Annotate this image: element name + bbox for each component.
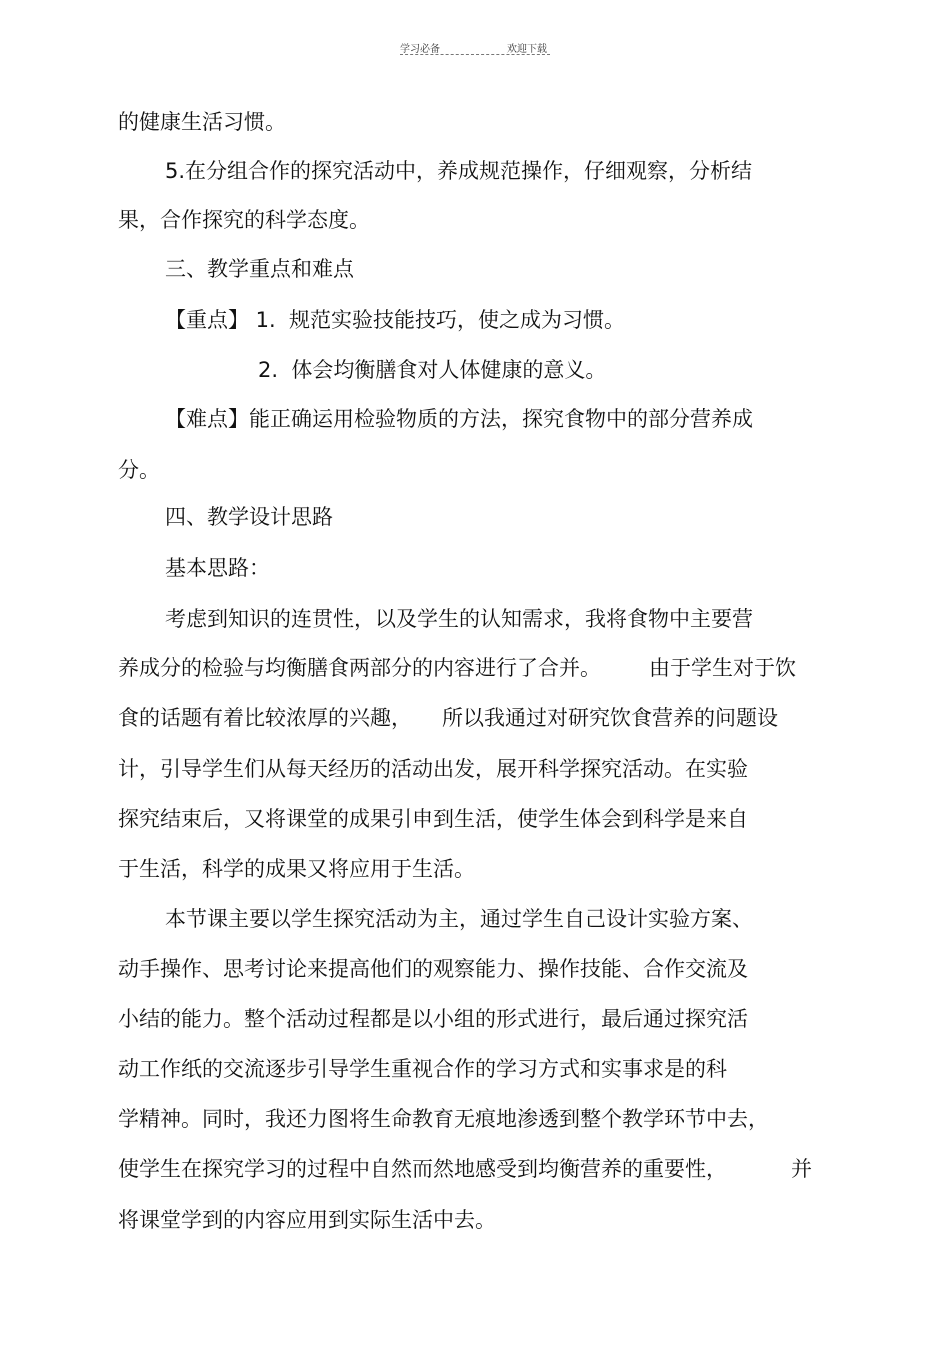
text-line: 小结的能力。整个活动过程都是以小组的形式进行，最后通过探究活	[118, 1007, 748, 1031]
text-segment: 养成分的检验与均衡膳食两部分的内容进行了合并。	[118, 656, 601, 680]
text-segment: 并	[791, 1157, 812, 1181]
text-line: 于生活，科学的成果又将应用于生活。	[118, 857, 475, 881]
text-segment: 所以我通过对研究饮食营养的问题设	[442, 706, 778, 730]
header-left-text: 学习必备	[400, 44, 440, 55]
text-line: 动手操作、思考讨论来提高他们的观察能力、操作技能、合作交流及	[118, 957, 748, 981]
text-line: 本节课主要以学生探究活动为主，通过学生自己设计实验方案、	[165, 907, 753, 931]
text-line: 【难点】能正确运用检验物质的方法，探究食物中的部分营养成	[165, 407, 753, 431]
page-header	[0, 38, 950, 58]
text-line	[118, 704, 778, 732]
text-line: 基本思路：	[165, 556, 270, 580]
text-segment: 由于学生对于饮	[649, 656, 796, 680]
text-line: 分。	[118, 458, 160, 482]
text-line: 计，引导学生们从每天经历的活动出发，展开科学探究活动。在实验	[118, 757, 748, 781]
header-dashed-rule	[400, 54, 550, 55]
text-line: 考虑到知识的连贯性，以及学生的认知需求，我将食物中主要营	[165, 607, 753, 631]
text-line: 【重点】 1. 规范实验技能技巧，使之成为习惯。	[165, 308, 626, 332]
section-heading: 四、教学设计思路	[165, 505, 333, 529]
text-segment: 食的话题有着比较浓厚的兴趣，	[118, 706, 412, 730]
text-line: 探究结束后，又将课堂的成果引申到生活，使学生体会到科学是来自	[118, 807, 748, 831]
text-line: 的健康生活习惯。	[118, 110, 286, 134]
header-right-text: 欢迎下载	[507, 44, 547, 55]
text-line: 果，合作探究的科学态度。	[118, 208, 370, 232]
text-segment: 使学生在探究学习的过程中自然而然地感受到均衡营养的重要性，	[118, 1157, 727, 1181]
text-line	[118, 654, 796, 682]
text-line: 5.在分组合作的探究活动中，养成规范操作，仔细观察，分析结	[165, 159, 753, 183]
section-heading: 三、教学重点和难点	[165, 257, 354, 281]
text-line: 动工作纸的交流逐步引导学生重视合作的学习方式和实事求是的科	[118, 1057, 727, 1081]
text-line: 2. 体会均衡膳食对人体健康的意义。	[258, 358, 607, 382]
text-line: 学精神。同时，我还力图将生命教育无痕地渗透到整个教学环节中去，	[118, 1107, 769, 1131]
text-line: 将课堂学到的内容应用到实际生活中去。	[118, 1208, 496, 1232]
text-line	[118, 1155, 812, 1183]
